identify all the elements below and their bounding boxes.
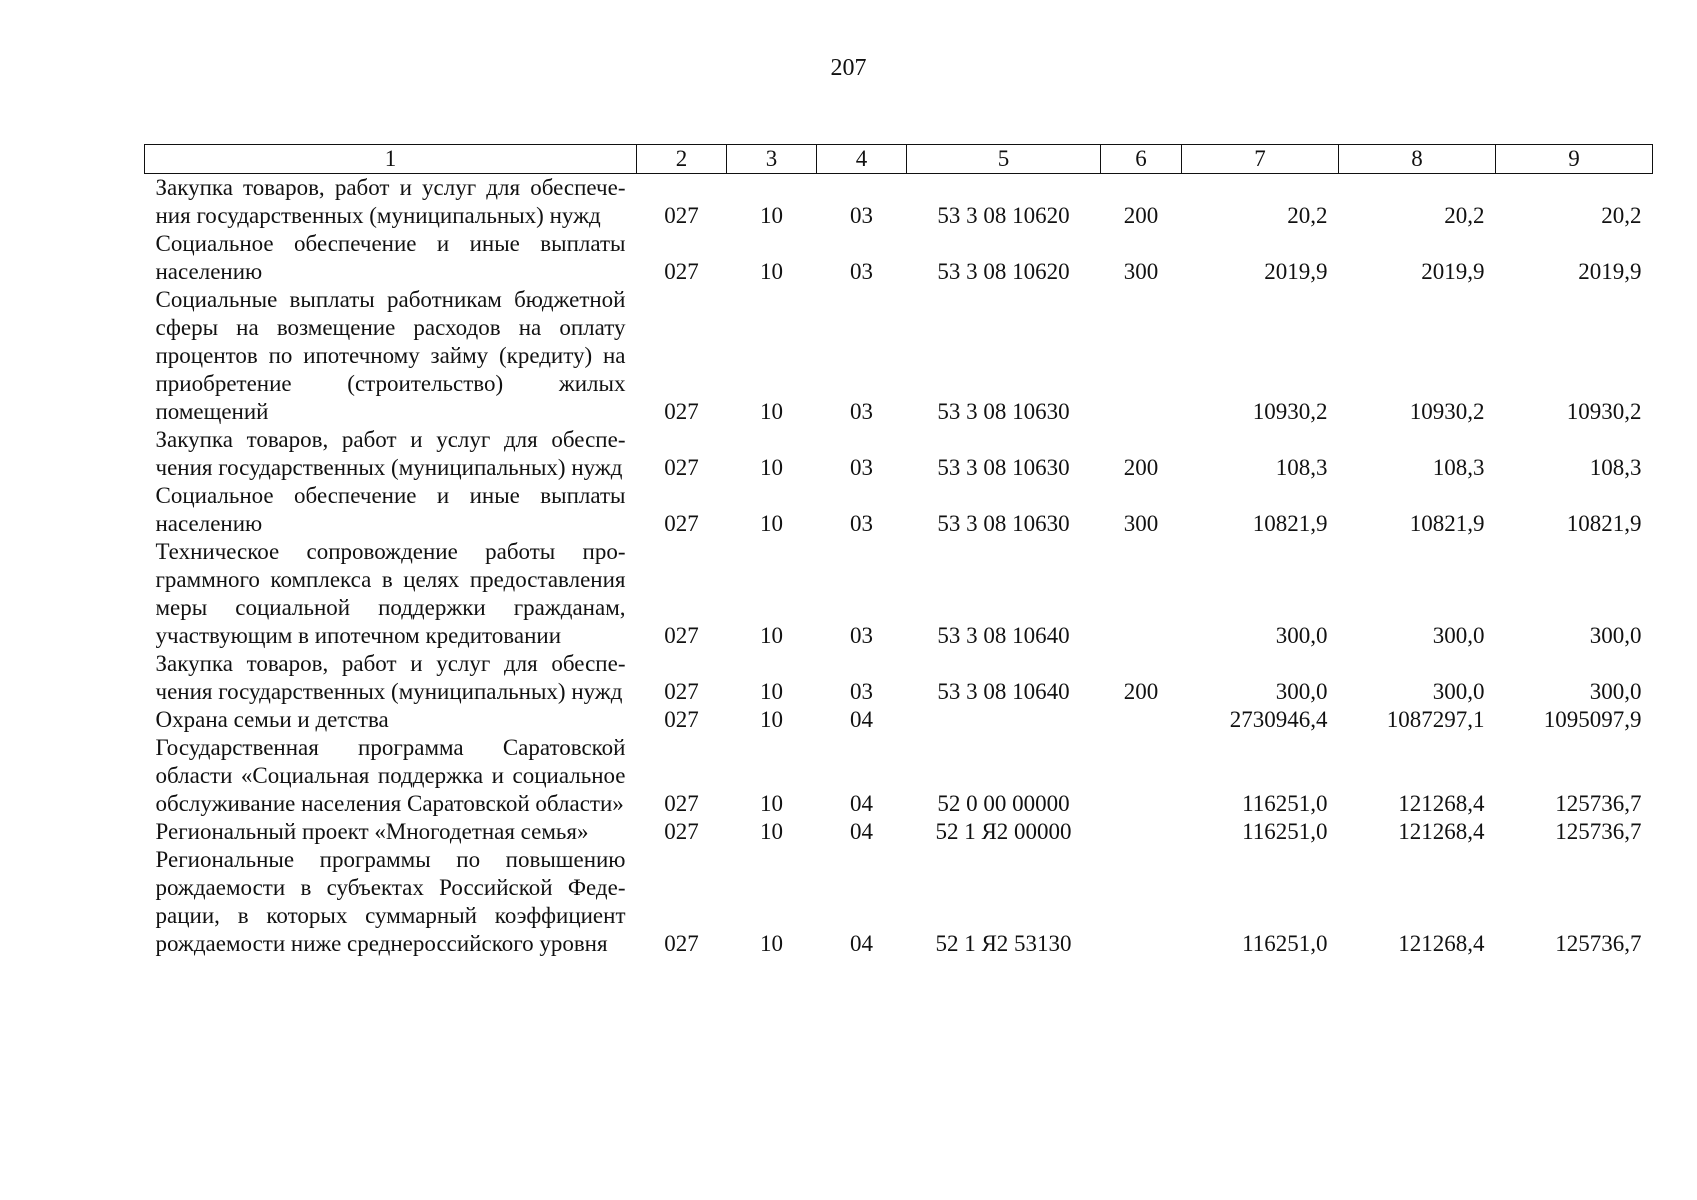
section-code-cell: 10 [760,623,783,648]
section-code-cell: 10 [760,455,783,480]
table-row [145,734,1653,818]
table-row [145,230,1653,286]
expense-type-cell: 200 [1123,203,1159,228]
ministry-code-cell: 027 [664,511,699,536]
amount-col9-cell: 125736,7 [1555,791,1642,816]
target-article-cell: 52 0 00 00000 [937,791,1070,816]
section-code-cell: 10 [760,399,783,424]
expense-type-cell [1101,286,1182,426]
subsection-code-cell: 04 [850,707,873,732]
subsection-code-cell: 04 [850,819,873,844]
table-row [145,286,1653,426]
amount-col9-cell: 2019,9 [1578,259,1642,284]
expense-type-cell [1101,734,1182,818]
expense-type-cell [1101,818,1182,846]
expense-name-cell: Социальное обеспечение и иные выплаты населению [155,483,626,536]
expense-type-cell: 300 [1123,259,1159,284]
amount-col8-cell: 2019,9 [1421,259,1485,284]
subsection-code-cell: 03 [850,679,873,704]
table-row [145,818,1653,846]
subsection-code-cell: 03 [850,455,873,480]
expense-type-cell [1101,846,1182,958]
table-row [145,538,1653,650]
amount-col7-cell: 116251,0 [1242,819,1328,844]
amount-col8-cell: 20,2 [1444,203,1485,228]
target-article-cell: 52 1 Я2 53130 [935,931,1072,956]
ministry-code-cell: 027 [664,399,699,424]
expense-type-cell: 200 [1123,455,1159,480]
ministry-code-cell: 027 [664,203,699,228]
section-code-cell: 10 [760,679,783,704]
expense-name-cell: Закупка товаров, работ и услуг для обеспечения государственных (муниципальных) нужд [155,175,626,228]
subsection-code-cell: 03 [850,511,873,536]
page-number: 207 [830,55,867,81]
ministry-code-cell: 027 [664,707,699,732]
expense-name-cell: Социальное обеспечение и иные выплаты населению [155,231,626,284]
amount-col9-cell: 10821,9 [1566,511,1642,536]
section-code-cell: 10 [760,931,783,956]
section-code-cell: 10 [760,819,783,844]
target-article-cell [907,706,1101,734]
ministry-code-cell: 027 [664,455,699,480]
column-header-3: 3 [727,145,817,174]
ministry-code-cell: 027 [664,623,699,648]
expense-name-cell: Региональные программы по повышению рождаемости в субъектах Российской Федерации, в которых суммарный коэффициент рождаемости ниже среднероссийского уровня [155,847,626,956]
amount-col7-cell: 300,0 [1275,623,1328,648]
table-row [145,482,1653,538]
target-article-cell: 52 1 Я2 00000 [935,819,1072,844]
amount-col8-cell: 121268,4 [1398,791,1485,816]
subsection-code-cell: 03 [850,399,873,424]
table-row [145,426,1653,482]
amount-col7-cell: 116251,0 [1242,931,1328,956]
amount-col7-cell: 300,0 [1275,679,1328,704]
amount-col8-cell: 121268,4 [1398,819,1485,844]
subsection-code-cell: 04 [850,931,873,956]
column-header-9: 9 [1496,145,1653,174]
target-article-cell: 53 3 08 10620 [937,203,1070,228]
amount-col8-cell: 300,0 [1432,679,1485,704]
expense-name-cell: Закупка товаров, работ и услуг для обеспечения государственных (муниципальных) нужд [155,427,626,480]
subsection-code-cell: 03 [850,259,873,284]
expense-name-cell: Государственная программа Саратовской области «Социальная поддержка и социальное обслуживание населения Саратовской области» [155,735,626,816]
ministry-code-cell: 027 [664,259,699,284]
amount-col9-cell: 125736,7 [1555,819,1642,844]
table-row [145,174,1653,231]
expense-type-cell: 300 [1123,511,1159,536]
subsection-code-cell: 03 [850,203,873,228]
expense-name-cell: Техническое сопровождение работы программного комплекса в целях предоставления меры социальной поддержки гражданам, участвующим в ипотечном кредитовании [155,539,626,648]
column-header-7: 7 [1182,145,1339,174]
amount-col7-cell: 10930,2 [1252,399,1328,424]
amount-col9-cell: 300,0 [1589,679,1642,704]
amount-col9-cell: 10930,2 [1566,399,1642,424]
section-code-cell: 10 [760,259,783,284]
amount-col9-cell: 108,3 [1589,455,1642,480]
amount-col7-cell: 20,2 [1287,203,1328,228]
expense-type-cell: 200 [1123,679,1159,704]
amount-col7-cell: 10821,9 [1252,511,1328,536]
column-header-4: 4 [817,145,907,174]
column-header-6: 6 [1101,145,1182,174]
section-code-cell: 10 [760,203,783,228]
amount-col7-cell: 2019,9 [1264,259,1328,284]
column-header-1: 1 [145,145,637,174]
expense-name-cell: Закупка товаров, работ и услуг для обеспечения государственных (муниципальных) нужд [155,651,626,704]
ministry-code-cell: 027 [664,679,699,704]
subsection-code-cell: 04 [850,791,873,816]
section-code-cell: 10 [760,511,783,536]
subsection-code-cell: 03 [850,623,873,648]
expense-type-cell [1101,706,1182,734]
amount-col7-cell: 108,3 [1275,455,1328,480]
amount-col9-cell: 125736,7 [1555,931,1642,956]
target-article-cell: 53 3 08 10630 [937,511,1070,536]
amount-col9-cell: 1095097,9 [1543,707,1642,732]
target-article-cell: 53 3 08 10630 [937,455,1070,480]
target-article-cell: 53 3 08 10630 [937,399,1070,424]
section-code-cell: 10 [760,791,783,816]
ministry-code-cell: 027 [664,931,699,956]
column-header-2: 2 [637,145,727,174]
amount-col8-cell: 108,3 [1432,455,1485,480]
amount-col9-cell: 300,0 [1589,623,1642,648]
table-row [145,706,1653,734]
target-article-cell: 53 3 08 10620 [937,259,1070,284]
expense-name-cell: Охрана семьи и детства [155,707,389,732]
budget-table [144,144,1653,958]
target-article-cell: 53 3 08 10640 [937,679,1070,704]
amount-col8-cell: 1087297,1 [1386,707,1485,732]
column-header-5: 5 [907,145,1101,174]
expense-type-cell [1101,538,1182,650]
expense-name-cell: Региональный проект «Многодетная семья» [155,819,589,844]
amount-col8-cell: 300,0 [1432,623,1485,648]
expense-name-cell: Социальные выплаты работникам бюджетной сферы на возмещение расходов на оплату процентов по ипотечному займу (кредиту) на приобретение (строительство) жилых помещений [155,287,626,424]
ministry-code-cell: 027 [664,819,699,844]
target-article-cell: 53 3 08 10640 [937,623,1070,648]
amount-col7-cell: 2730946,4 [1229,707,1328,732]
ministry-code-cell: 027 [664,791,699,816]
amount-col8-cell: 121268,4 [1398,931,1485,956]
section-code-cell: 10 [760,707,783,732]
column-header-8: 8 [1339,145,1496,174]
amount-col9-cell: 20,2 [1601,203,1642,228]
table-row [145,650,1653,706]
table-row [145,846,1653,958]
amount-col8-cell: 10930,2 [1409,399,1485,424]
amount-col7-cell: 116251,0 [1242,791,1328,816]
column-number-row [145,145,1653,174]
amount-col8-cell: 10821,9 [1409,511,1485,536]
